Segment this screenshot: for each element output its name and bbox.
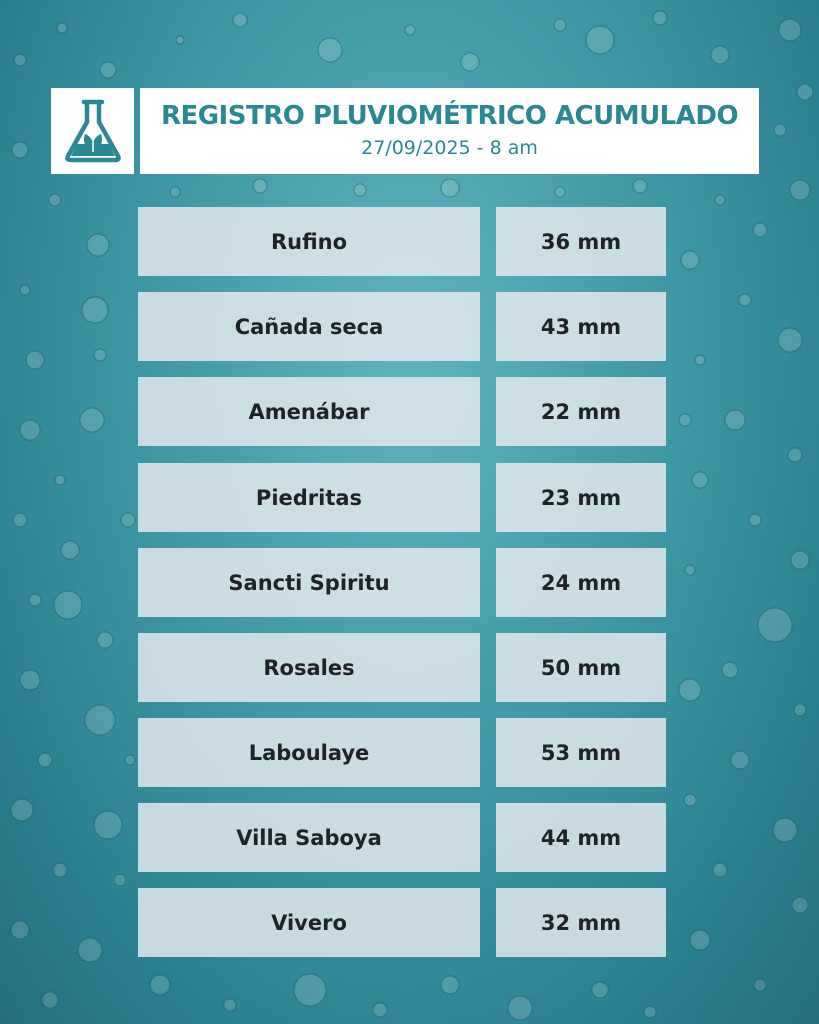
table-row [138,463,666,532]
location-name: Cañada seca [138,292,480,361]
table-row [138,292,666,361]
header-panel [140,88,759,174]
location-name: Piedritas [138,463,480,532]
location-name: Rosales [138,633,480,702]
table-row [138,548,666,617]
logo [51,88,134,174]
table-row [138,718,666,787]
report-date: 27/09/2025 - 8 am [361,137,538,159]
location-name: Sancti Spiritu [138,548,480,617]
location-name: Villa Saboya [138,803,480,872]
rainfall-value: 22 mm [496,377,666,446]
page-title: REGISTRO PLUVIOMÉTRICO ACUMULADO [160,101,739,131]
table-row [138,803,666,872]
location-name: Amenábar [138,377,480,446]
table-row [138,888,666,957]
rainfall-value: 36 mm [496,207,666,276]
table-row [138,377,666,446]
table-row [138,207,666,276]
location-name: Rufino [138,207,480,276]
rainfall-value: 23 mm [496,463,666,532]
rainfall-value: 32 mm [496,888,666,957]
location-name: Laboulaye [138,718,480,787]
rainfall-value: 43 mm [496,292,666,361]
rainfall-value: 24 mm [496,548,666,617]
location-name: Vivero [138,888,480,957]
table-row [138,633,666,702]
flask-leaf-icon [62,98,124,164]
rainfall-value: 50 mm [496,633,666,702]
rainfall-value: 53 mm [496,718,666,787]
rainfall-value: 44 mm [496,803,666,872]
